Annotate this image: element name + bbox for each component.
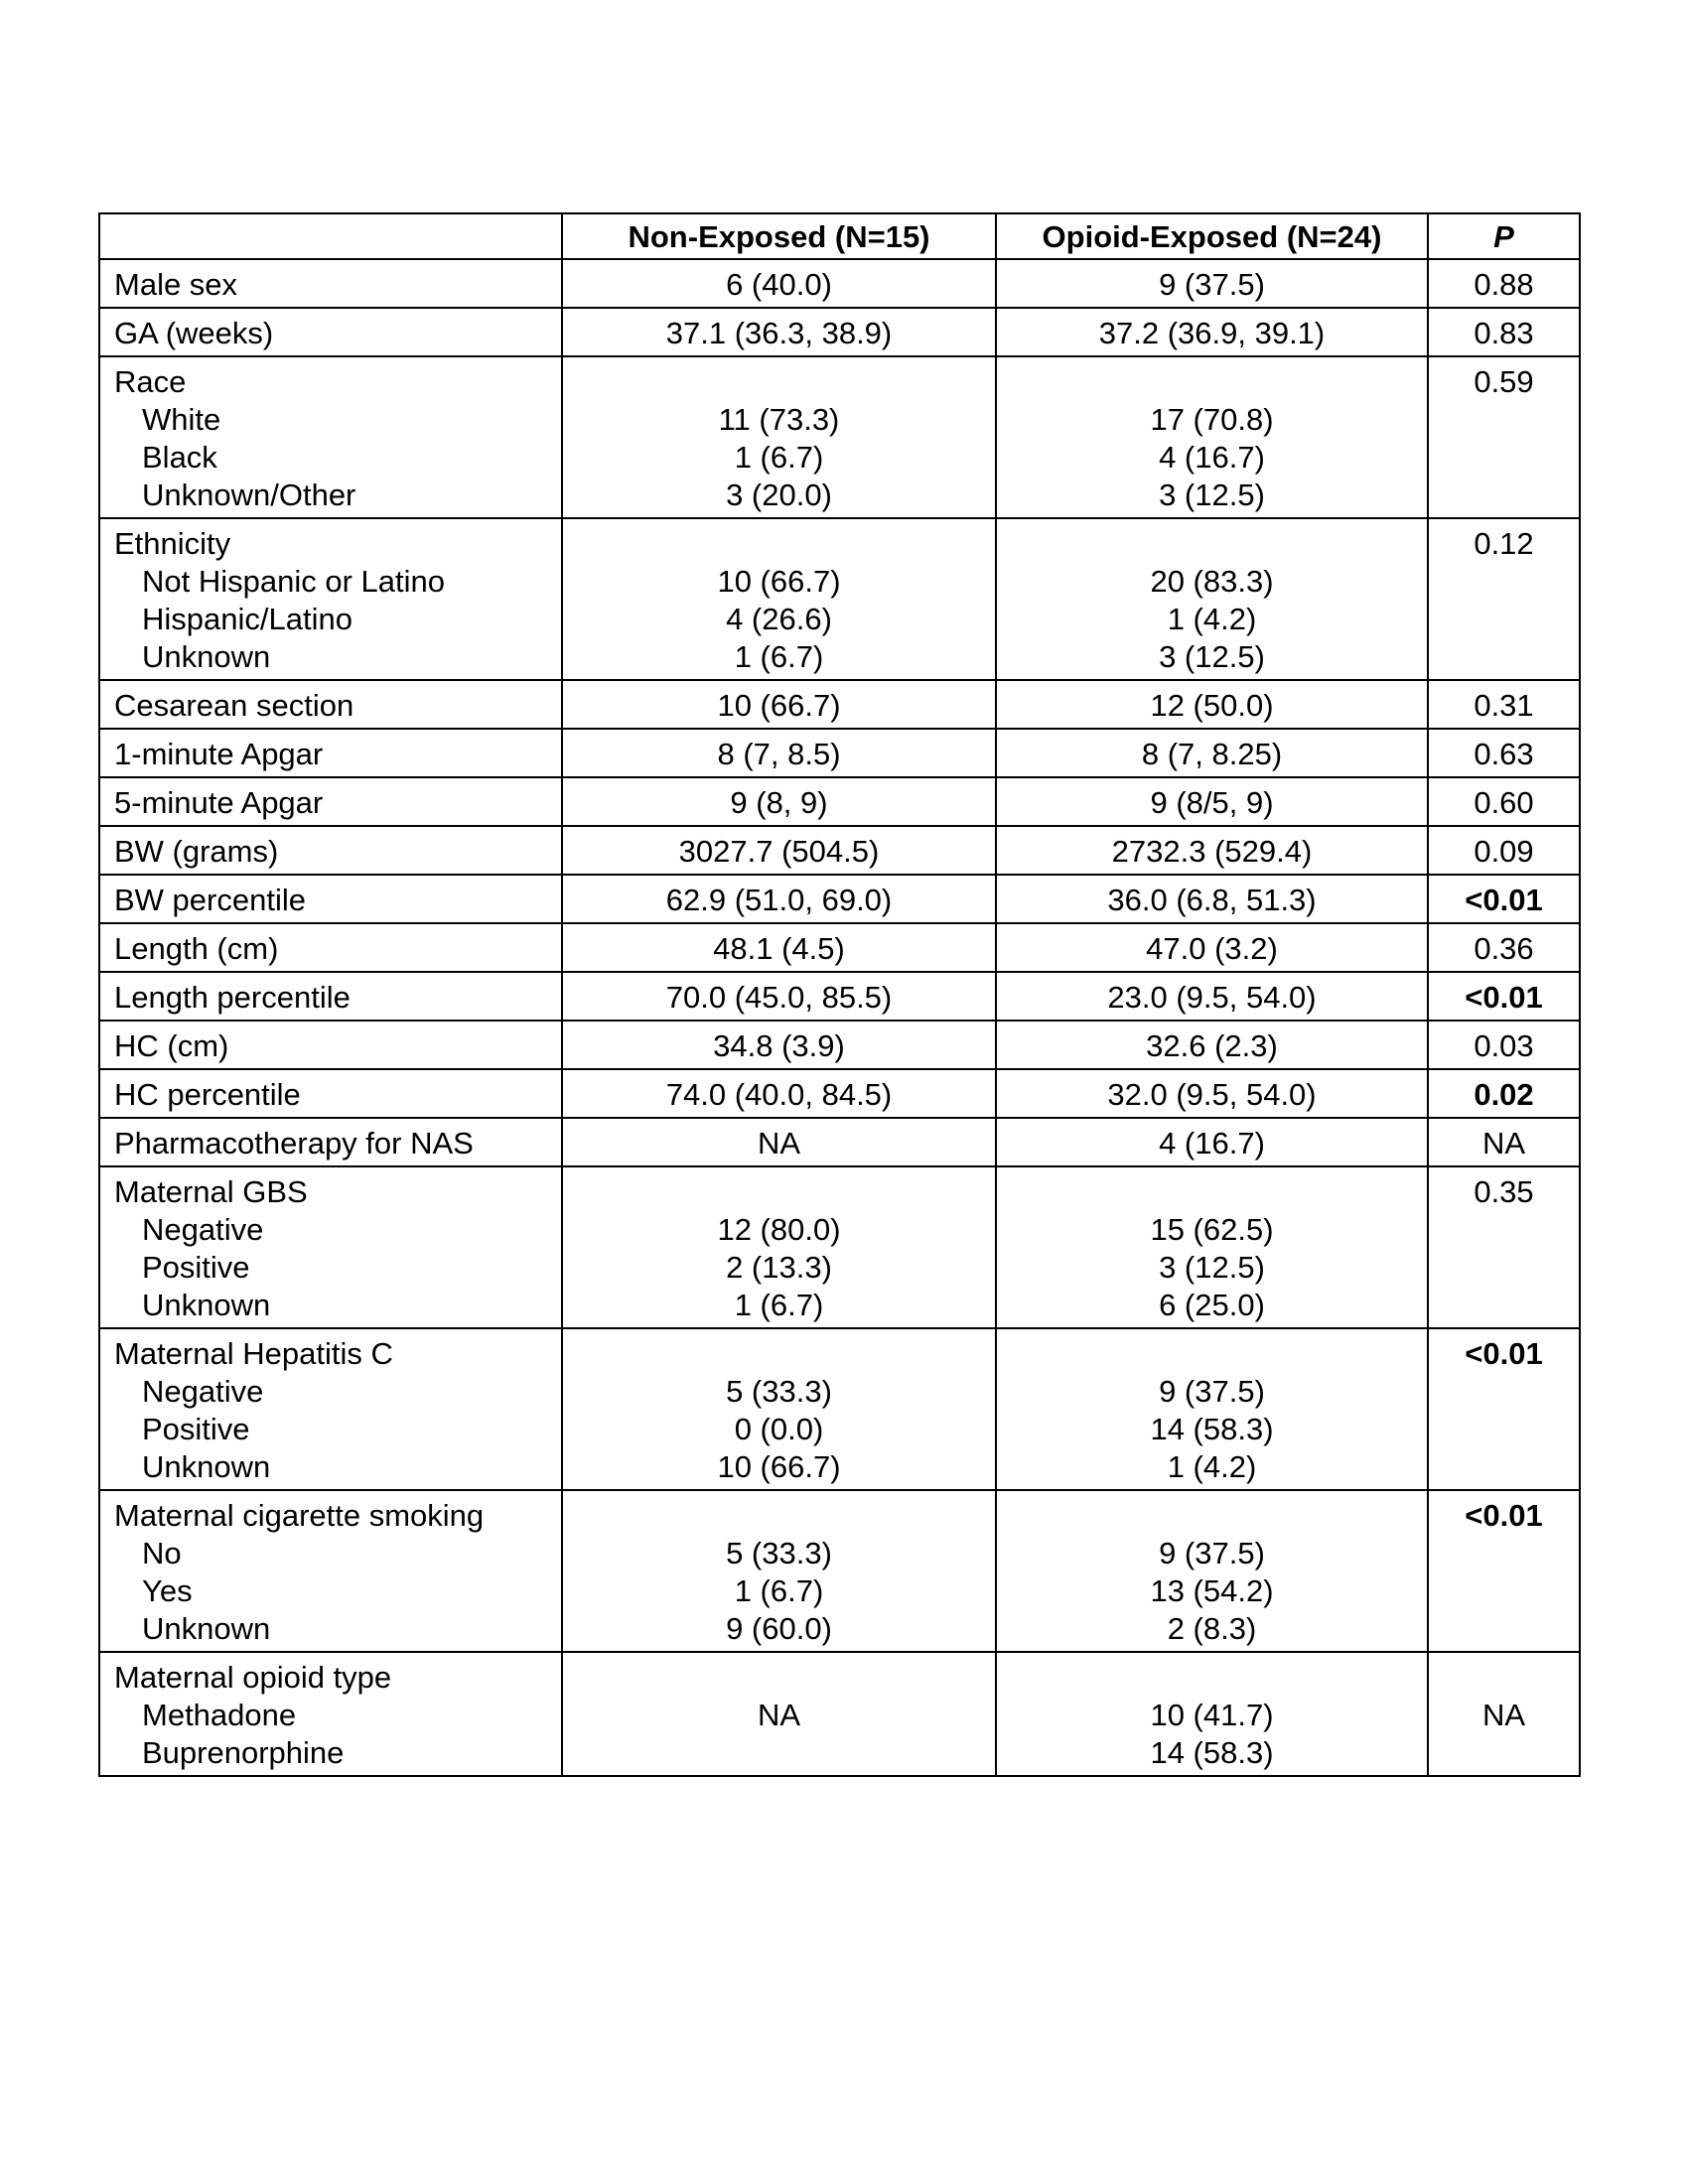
p-value: 0.88 (1474, 267, 1534, 302)
row-label: Male sex (114, 267, 238, 302)
table-row (99, 1328, 1580, 1490)
row-label: Maternal GBS (114, 1174, 308, 1209)
header-non-exposed: Non-Exposed (N=15) (562, 213, 996, 259)
row-sublabel: Positive (142, 1250, 250, 1285)
opioid-exposed-value-cell (996, 1652, 1428, 1776)
non-exposed-value: 0 (0.0) (734, 1412, 824, 1446)
non-exposed-value-cell (562, 356, 996, 518)
row-label-cell (99, 729, 562, 777)
opioid-exposed-value (997, 1659, 1427, 1697)
p-value: NA (1481, 1126, 1526, 1160)
p-value: 0.83 (1474, 316, 1534, 350)
p-value-cell (1428, 259, 1580, 308)
opioid-exposed-value (997, 525, 1427, 563)
table-row (99, 729, 1580, 777)
p-value (1429, 1659, 1579, 1697)
row-sublabel: Positive (142, 1412, 250, 1446)
row-label-cell (99, 826, 562, 875)
opioid-exposed-value: 9 (8/5, 9) (1150, 785, 1274, 820)
row-label-cell (99, 1118, 562, 1166)
row-label: Maternal cigarette smoking (114, 1498, 485, 1533)
p-value-cell (1428, 1021, 1580, 1069)
non-exposed-value: NA (757, 1698, 801, 1732)
non-exposed-value: 34.8 (3.9) (713, 1028, 845, 1063)
non-exposed-value (563, 525, 995, 563)
non-exposed-value: 9 (60.0) (726, 1611, 832, 1646)
row-label-cell (99, 259, 562, 308)
opioid-exposed-value-cell (996, 1118, 1428, 1166)
opioid-exposed-value-cell (996, 308, 1428, 356)
opioid-exposed-value: 6 (25.0) (1159, 1288, 1265, 1322)
non-exposed-value-cell (562, 1118, 996, 1166)
opioid-exposed-value (997, 1497, 1427, 1535)
opioid-exposed-value: 23.0 (9.5, 54.0) (1107, 980, 1317, 1015)
opioid-exposed-value-cell (996, 1166, 1428, 1328)
row-sublabel: Methadone (142, 1698, 297, 1732)
opioid-exposed-value: 2732.3 (529.4) (1111, 834, 1313, 869)
opioid-exposed-value-cell (996, 680, 1428, 729)
table-row (99, 777, 1580, 826)
p-value: <0.01 (1465, 883, 1543, 917)
table-row (99, 1166, 1580, 1328)
row-sublabel: Buprenorphine (142, 1735, 345, 1770)
non-exposed-value: 37.1 (36.3, 38.9) (665, 316, 893, 350)
row-label: Length (cm) (114, 931, 279, 966)
non-exposed-value-cell (562, 1166, 996, 1328)
row-label: Maternal opioid type (114, 1660, 392, 1695)
opioid-exposed-value-cell (996, 826, 1428, 875)
row-sublabel: Negative (142, 1374, 264, 1409)
header-p-value: P (1428, 213, 1580, 259)
opioid-exposed-value: 10 (41.7) (1150, 1698, 1274, 1732)
p-value: 0.59 (1474, 364, 1534, 399)
opioid-exposed-value: 4 (16.7) (1159, 440, 1265, 475)
row-sublabel: Not Hispanic or Latino (142, 564, 445, 599)
row-label-cell (99, 923, 562, 972)
opioid-exposed-value-cell (996, 729, 1428, 777)
non-exposed-value: 62.9 (51.0, 69.0) (665, 883, 893, 917)
table-row (99, 308, 1580, 356)
p-value-cell (1428, 1328, 1580, 1490)
opioid-exposed-value (997, 1335, 1427, 1373)
table-row (99, 1652, 1580, 1776)
table-row (99, 972, 1580, 1021)
p-value: 0.12 (1474, 526, 1534, 561)
row-label-cell (99, 680, 562, 729)
p-value-cell (1428, 729, 1580, 777)
row-sublabel: White (142, 402, 221, 437)
opioid-exposed-value: 3 (12.5) (1159, 478, 1265, 512)
p-value: 0.60 (1474, 785, 1534, 820)
non-exposed-value: 6 (40.0) (726, 267, 832, 302)
non-exposed-value: 3027.7 (504.5) (678, 834, 880, 869)
table-row (99, 875, 1580, 923)
opioid-exposed-value: 17 (70.8) (1150, 402, 1274, 437)
table-row (99, 1118, 1580, 1166)
table-row (99, 1021, 1580, 1069)
opioid-exposed-value: 36.0 (6.8, 51.3) (1107, 883, 1317, 917)
p-value-cell (1428, 777, 1580, 826)
non-exposed-value: 5 (33.3) (726, 1536, 832, 1570)
p-value-cell (1428, 1490, 1580, 1652)
non-exposed-value-cell (562, 777, 996, 826)
p-value-cell (1428, 1118, 1580, 1166)
row-sublabel: No (142, 1536, 182, 1570)
p-value-cell (1428, 308, 1580, 356)
p-value: 0.02 (1474, 1077, 1534, 1112)
opioid-exposed-value: 20 (83.3) (1150, 564, 1274, 599)
row-label: Ethnicity (114, 526, 231, 561)
opioid-exposed-value: 9 (37.5) (1159, 1536, 1265, 1570)
non-exposed-value-cell (562, 1652, 996, 1776)
p-value-cell (1428, 1069, 1580, 1118)
non-exposed-value: 4 (26.6) (726, 602, 832, 636)
row-sublabel: Unknown (142, 1449, 271, 1484)
row-label-cell (99, 1328, 562, 1490)
table-row (99, 826, 1580, 875)
non-exposed-value (563, 1497, 995, 1535)
row-sublabel: Unknown (142, 1611, 271, 1646)
non-exposed-value: 10 (66.7) (717, 688, 841, 723)
opioid-exposed-value: 32.0 (9.5, 54.0) (1107, 1077, 1317, 1112)
opioid-exposed-value (997, 363, 1427, 401)
p-value: <0.01 (1465, 1498, 1543, 1533)
row-label: Length percentile (114, 980, 351, 1015)
header-opioid-exposed: Opioid-Exposed (N=24) (996, 213, 1428, 259)
p-value: 0.31 (1474, 688, 1534, 723)
non-exposed-value (563, 1335, 995, 1373)
p-value: 0.03 (1474, 1028, 1534, 1063)
header-row (99, 213, 1580, 259)
row-label-cell (99, 1652, 562, 1776)
non-exposed-value: 9 (8, 9) (730, 785, 828, 820)
opioid-exposed-value-cell (996, 1021, 1428, 1069)
non-exposed-value-cell (562, 1069, 996, 1118)
row-label: Race (114, 364, 187, 399)
non-exposed-value-cell (562, 518, 996, 680)
p-value: NA (1481, 1698, 1526, 1732)
p-value-cell (1428, 680, 1580, 729)
opioid-exposed-value: 2 (8.3) (1167, 1611, 1257, 1646)
row-label: HC percentile (114, 1077, 301, 1112)
opioid-exposed-value: 3 (12.5) (1159, 639, 1265, 674)
non-exposed-value: 10 (66.7) (717, 1449, 841, 1484)
characteristics-table-container (98, 212, 1579, 1777)
non-exposed-value: NA (757, 1126, 801, 1160)
table-row (99, 1490, 1580, 1652)
non-exposed-value: 3 (20.0) (726, 478, 832, 512)
opioid-exposed-value-cell (996, 923, 1428, 972)
non-exposed-value-cell (562, 308, 996, 356)
opioid-exposed-value: 12 (50.0) (1150, 688, 1274, 723)
opioid-exposed-value-cell (996, 1490, 1428, 1652)
non-exposed-value (563, 1173, 995, 1211)
row-label-cell (99, 1021, 562, 1069)
opioid-exposed-value-cell (996, 356, 1428, 518)
non-exposed-value: 1 (6.7) (734, 1573, 824, 1608)
p-value: <0.01 (1465, 980, 1543, 1015)
table-row (99, 518, 1580, 680)
non-exposed-value-cell (562, 1328, 996, 1490)
opioid-exposed-value-cell (996, 1328, 1428, 1490)
row-label-cell (99, 308, 562, 356)
non-exposed-value-cell (562, 972, 996, 1021)
opioid-exposed-value-cell (996, 972, 1428, 1021)
non-exposed-value: 12 (80.0) (717, 1212, 841, 1247)
p-value-cell (1428, 1166, 1580, 1328)
opioid-exposed-value: 8 (7, 8.25) (1141, 737, 1283, 771)
opioid-exposed-value: 32.6 (2.3) (1146, 1028, 1278, 1063)
opioid-exposed-value: 14 (58.3) (1150, 1412, 1274, 1446)
non-exposed-value-cell (562, 923, 996, 972)
row-label-cell (99, 518, 562, 680)
opioid-exposed-value: 3 (12.5) (1159, 1250, 1265, 1285)
table-row (99, 1069, 1580, 1118)
opioid-exposed-value-cell (996, 875, 1428, 923)
row-sublabel: Unknown/Other (142, 478, 356, 512)
p-value: 0.63 (1474, 737, 1534, 771)
opioid-exposed-value: 47.0 (3.2) (1146, 931, 1278, 966)
row-label: Pharmacotherapy for NAS (114, 1126, 474, 1160)
opioid-exposed-value-cell (996, 777, 1428, 826)
opioid-exposed-value (997, 1173, 1427, 1211)
non-exposed-value: 8 (7, 8.5) (717, 737, 841, 771)
non-exposed-value: 11 (73.3) (718, 402, 840, 437)
row-label: 5-minute Apgar (114, 785, 324, 820)
opioid-exposed-value-cell (996, 1069, 1428, 1118)
header-empty (99, 213, 562, 259)
non-exposed-value-cell (562, 259, 996, 308)
row-label-cell (99, 1166, 562, 1328)
non-exposed-value: 5 (33.3) (726, 1374, 832, 1409)
non-exposed-value: 1 (6.7) (734, 1288, 824, 1322)
table-row (99, 680, 1580, 729)
table-row (99, 259, 1580, 308)
table-row (99, 923, 1580, 972)
opioid-exposed-value: 15 (62.5) (1150, 1212, 1274, 1247)
opioid-exposed-value: 9 (37.5) (1159, 267, 1265, 302)
non-exposed-value (563, 1659, 995, 1697)
p-value-cell (1428, 826, 1580, 875)
row-sublabel: Yes (142, 1573, 193, 1608)
row-label-cell (99, 777, 562, 826)
p-value: <0.01 (1465, 1336, 1543, 1371)
opioid-exposed-value: 13 (54.2) (1150, 1573, 1274, 1608)
characteristics-table (98, 212, 1581, 1777)
opioid-exposed-value-cell (996, 259, 1428, 308)
p-value-cell (1428, 875, 1580, 923)
non-exposed-value-cell (562, 1021, 996, 1069)
opioid-exposed-value: 14 (58.3) (1150, 1735, 1274, 1770)
row-label-cell (99, 1490, 562, 1652)
p-value-cell (1428, 923, 1580, 972)
row-sublabel: Unknown (142, 1288, 271, 1322)
row-label: Cesarean section (114, 688, 354, 723)
row-label-cell (99, 1069, 562, 1118)
row-label-cell (99, 356, 562, 518)
non-exposed-value-cell (562, 1490, 996, 1652)
row-label: HC (cm) (114, 1028, 229, 1063)
p-value: 0.36 (1474, 931, 1534, 966)
opioid-exposed-value: 1 (4.2) (1167, 602, 1257, 636)
p-value-cell (1428, 356, 1580, 518)
table-row (99, 356, 1580, 518)
p-value-cell (1428, 1652, 1580, 1776)
opioid-exposed-value: 9 (37.5) (1159, 1374, 1265, 1409)
row-sublabel: Black (142, 440, 217, 475)
opioid-exposed-value: 1 (4.2) (1167, 1449, 1257, 1484)
p-value-cell (1428, 518, 1580, 680)
row-sublabel: Hispanic/Latino (142, 602, 352, 636)
opioid-exposed-value-cell (996, 518, 1428, 680)
non-exposed-value: 48.1 (4.5) (713, 931, 845, 966)
non-exposed-value (563, 1734, 995, 1772)
row-label: BW percentile (114, 883, 306, 917)
non-exposed-value: 10 (66.7) (717, 564, 841, 599)
p-value: 0.09 (1474, 834, 1534, 869)
opioid-exposed-value: 37.2 (36.9, 39.1) (1098, 316, 1326, 350)
non-exposed-value: 1 (6.7) (734, 440, 824, 475)
non-exposed-value: 1 (6.7) (734, 639, 824, 674)
table-body (99, 259, 1580, 1776)
row-label: 1-minute Apgar (114, 737, 324, 771)
non-exposed-value (563, 363, 995, 401)
non-exposed-value: 2 (13.3) (726, 1250, 832, 1285)
opioid-exposed-value: 4 (16.7) (1159, 1126, 1265, 1160)
row-label-cell (99, 972, 562, 1021)
row-sublabel: Unknown (142, 639, 271, 674)
non-exposed-value: 74.0 (40.0, 84.5) (665, 1077, 893, 1112)
non-exposed-value-cell (562, 875, 996, 923)
row-label: Maternal Hepatitis C (114, 1336, 393, 1371)
p-value-cell (1428, 972, 1580, 1021)
non-exposed-value-cell (562, 826, 996, 875)
row-label: BW (grams) (114, 834, 279, 869)
non-exposed-value-cell (562, 729, 996, 777)
row-sublabel: Negative (142, 1212, 264, 1247)
p-value: 0.35 (1474, 1174, 1534, 1209)
non-exposed-value: 70.0 (45.0, 85.5) (665, 980, 893, 1015)
non-exposed-value-cell (562, 680, 996, 729)
row-label: GA (weeks) (114, 316, 274, 350)
row-label-cell (99, 875, 562, 923)
